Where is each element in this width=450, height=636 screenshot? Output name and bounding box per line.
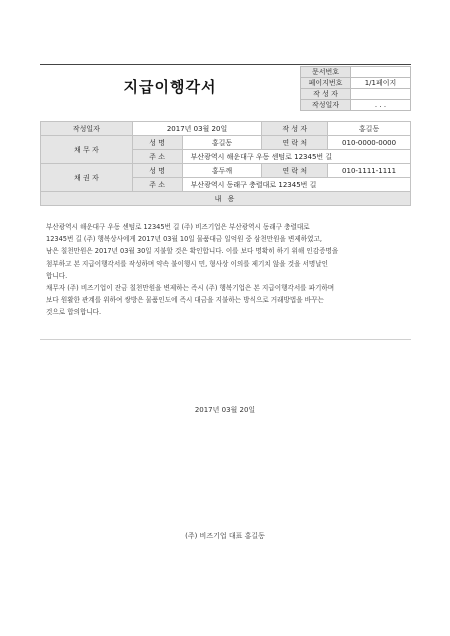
info-grid — [40, 121, 411, 206]
creditor-contact-label: 연 락 처 — [262, 164, 328, 178]
author-value: 홍길동 — [328, 122, 411, 136]
debtor-address-label: 주 소 — [132, 150, 182, 164]
content-separator — [40, 339, 411, 340]
creditor-name-value: 홍두깨 — [182, 164, 262, 178]
body-line: 것으로 합의합니다. — [46, 308, 102, 317]
meta-key: 작성일자 — [301, 100, 351, 111]
meta-value — [351, 67, 411, 78]
meta-value — [351, 89, 411, 100]
signature-line: (주) 비즈기업 대표 홍길동 — [185, 532, 265, 540]
meta-row — [301, 89, 411, 100]
creditor-name-label: 성 명 — [132, 164, 182, 178]
author-label: 작 성 자 — [262, 122, 328, 136]
body-line: 합니다. — [46, 271, 68, 280]
meta-value: 1/1페이지 — [351, 78, 411, 89]
header-top-rule — [40, 64, 411, 65]
content-label: 내 용 — [41, 192, 411, 206]
content-body — [46, 221, 406, 319]
creditor-label: 채 권 자 — [41, 164, 133, 192]
meta-row — [301, 78, 411, 89]
document-meta-table — [300, 66, 411, 111]
debtor-address-value: 부산광역시 해운대구 우동 센텀로 12345번 길 — [182, 150, 410, 164]
written-date-label: 작성일자 — [41, 122, 133, 136]
debtor-contact-value: 010-0000-0000 — [328, 136, 411, 150]
meta-row — [301, 100, 411, 111]
meta-key: 작 성 자 — [301, 89, 351, 100]
creditor-contact-value: 010-1111-1111 — [328, 164, 411, 178]
creditor-address-value: 부산광역시 동래구 충렬대로 12345번 길 — [182, 178, 410, 192]
debtor-label: 채 무 자 — [41, 136, 133, 164]
debtor-name-label: 성 명 — [132, 136, 182, 150]
body-line: 남은 칠천만원은 2017년 03월 30일 지불할 것은 확인합니다. 이를 보다 명확히 하기 위해 인감증명을 — [46, 247, 339, 256]
body-line: 보다 원활한 관계를 위하여 쌍방은 물품인도에 즉시 대금을 지불하는 방식으로 거래방법을 바꾸는 — [46, 296, 324, 305]
body-line: 부산광역시 해운대구 우동 센텀로 12345번 길 (주) 비즈기업은 부산광역시 동래구 충렬대로 — [46, 223, 310, 231]
document-date: 2017년 03월 20일 — [194, 406, 256, 414]
body-line: 채무자 (주) 비즈기업이 잔금 칠천만원을 변제하는 즉시 (주) 행복기업은 본 지급이행각서를 파기하며 — [46, 284, 335, 293]
body-line: 첨부하고 본 지급이행각서를 작성하며 약속 불이행시 민, 형사상 이의를 제기치 않을 것을 서명날인 — [46, 259, 329, 268]
meta-key: 페이지번호 — [301, 78, 351, 89]
meta-key: 문서번호 — [301, 67, 351, 78]
meta-value: . . . — [351, 100, 411, 111]
document-title: 지급이행각서 — [123, 78, 217, 96]
meta-row — [301, 67, 411, 78]
written-date-value: 2017년 03월 20일 — [132, 122, 262, 136]
grid-row-debtor-name — [41, 136, 411, 150]
debtor-name-value: 홍길동 — [182, 136, 262, 150]
body-line: 12345번 길 (주) 행복상사에게 2017년 03월 10일 물품대금 일억원 중 삼천만원을 변제하였고, — [46, 235, 322, 244]
grid-row-written — [41, 122, 411, 136]
grid-row-creditor-name — [41, 164, 411, 178]
debtor-contact-label: 연 락 처 — [262, 136, 328, 150]
grid-row-content-head — [41, 192, 411, 206]
creditor-address-label: 주 소 — [132, 178, 182, 192]
